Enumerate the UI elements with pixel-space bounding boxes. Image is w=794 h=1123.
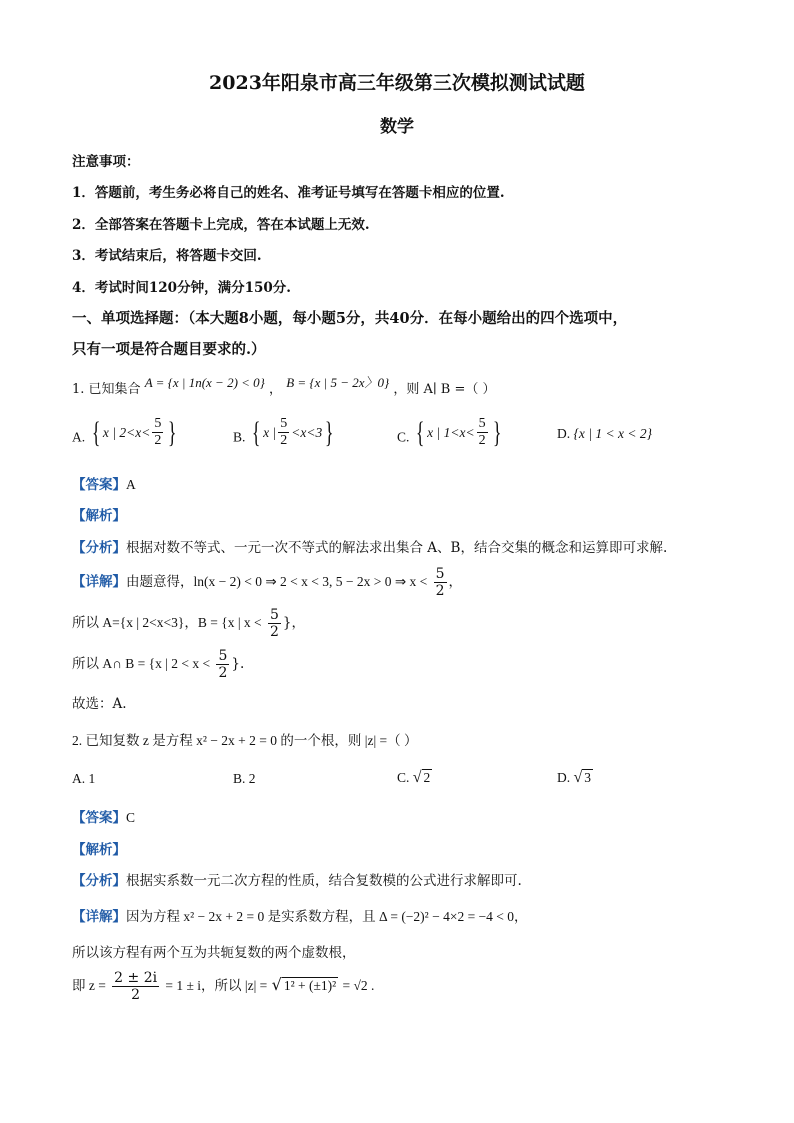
q1-stem: 1. 已知集合 A = {x | 1n(x − 2) < 0} ， B = {x | 5 − 2x〉0} ，则 A∣ B =（ ） (72, 375, 496, 397)
notice-item-1: 1．答题前，考生务必将自己的姓名、准考证号填写在答题卡相应的位置. (72, 185, 505, 201)
q2-step3-num: 2 ± 2i (114, 970, 158, 986)
q2-step1 (72, 905, 528, 925)
q1-step3-suffix: }. (231, 656, 245, 672)
q2-option-c-label: C. (397, 770, 410, 785)
q1-step1-num: 5 (435, 566, 445, 582)
section-heading-line2: 只有一项是符合题目要求的.） (72, 341, 266, 358)
subject-title: 数学 (380, 117, 414, 137)
q2-fenxi-text: 根据实系数一元二次方程的性质，结合复数模的公式进行求解即可. (126, 873, 522, 889)
q1-step3-den: 2 (218, 665, 228, 681)
q2-step3: 即 z = $\frac{2 \pm 2i}{2}$ = 1 ± i，所以 |z| = √ 1² + (±1)² = √2 . (72, 970, 375, 1003)
q1-option-a-label: A. (72, 429, 86, 445)
q2-option-d: D. √ 3 (557, 769, 592, 786)
q1-answer-value: A (126, 477, 136, 492)
q1-xiangjie-tag: 【详解】 (72, 574, 126, 590)
q1-step3 (72, 648, 244, 681)
q2-step3-radicand: 1² + (±1)² (283, 978, 337, 993)
q1-step1-den: 2 (435, 583, 445, 599)
q2-answer-tag: 【答案】 (72, 810, 126, 826)
q1-fenxi-tag: 【分析】 (72, 540, 126, 556)
notice-item-4: 4．考试时间120分钟，满分150分. (72, 280, 291, 296)
notice-item-3: 3．考试结束后，将答题卡交回. (72, 248, 262, 264)
q1-step2-suffix: }， (282, 615, 305, 631)
q2-fenxi (72, 869, 522, 889)
q2-step3-tail: = √2 . (342, 978, 375, 993)
q2-option-a: A. 1 (72, 771, 96, 786)
q1-set-b: B = {x | 5 − 2x〉0} (286, 375, 390, 390)
q1-option-a-num: 5 (154, 416, 162, 431)
q1-step2-prefix: 所以 A={x | 2<x<3}，B = {x | x < (72, 615, 262, 630)
q1-option-b-num: 5 (280, 416, 288, 431)
q1-fenxi-text: 根据对数不等式、一元一次不等式的解法求出集合 A、B，结合交集的概念和运算即可求解. (126, 540, 668, 556)
q1-option-a-den: 2 (154, 433, 162, 448)
q1-option-b-label: B. (233, 429, 246, 445)
q1-answer-tag: 【答案】 (72, 477, 126, 493)
q1-set-a: A = {x | 1n(x − 2) < 0} (144, 375, 265, 390)
q2-fenxi-tag: 【分析】 (72, 873, 126, 889)
q1-option-c-label: C. (397, 429, 410, 445)
q2-xiangjie-tag: 【详解】 (72, 909, 126, 925)
q1-step3-prefix: 所以 A∩ B = {x | 2 < x < (72, 656, 211, 671)
q1-prefix: 1. 已知集合 (72, 382, 141, 397)
q1-step1: 【详解】由题意得，ln(x − 2) < 0 ⇒ 2 < x < 3, 5 − 2x > 0 ⇒ x < $\frac{5}{2}$ ， (72, 566, 463, 599)
q1-option-b-tail: <x<3 (291, 424, 323, 440)
q1-option-b-den: 2 (280, 433, 288, 448)
q2-option-b: B. 2 (233, 771, 256, 786)
q1-step3-num: 5 (218, 648, 228, 664)
q2-step2: 所以该方程有两个互为共轭复数的两个虚数根， (72, 945, 356, 961)
q2-step3-prefix: 即 z = (72, 978, 106, 993)
q1-fenxi (72, 536, 667, 556)
q1-step2-den: 2 (269, 624, 279, 640)
q2-option-d-label: D. (557, 770, 571, 785)
q1-option-c-den: 2 (478, 433, 486, 448)
q1-option-b: B. { x | $\frac{5}{2}$ <x<3 } (233, 415, 334, 449)
q1-option-d-label: D. (557, 426, 571, 441)
exam-title: 2023年阳泉市高三年级第三次模拟测试试题 (209, 72, 585, 94)
q2-answer-value: C (126, 810, 136, 825)
q2-option-d-value: 3 (584, 770, 592, 785)
q2-option-c: C. √ 2 (397, 769, 431, 786)
q1-step1-text: 由题意得，ln(x − 2) < 0 ⇒ 2 < x < 3, 5 − 2x > 0 ⇒ x < (126, 574, 428, 589)
q1-option-d-text: {x | 1 < x < 2} (573, 426, 652, 441)
q2-step1-text: 因为方程 x² − 2x + 2 = 0 是实系数方程，且 Δ = (−2)² − 4×2 = −4 < 0， (126, 909, 528, 924)
q1-option-c-text: x | 1<x< (427, 424, 475, 440)
q1-option-b-text: x | (263, 424, 277, 440)
q1-option-c: C. { x | 1<x< $\frac{5}{2}$ } (397, 415, 502, 449)
q2-stem: 2. 已知复数 z 是方程 x² − 2x + 2 = 0 的一个根，则 |z| =（ ） (72, 733, 418, 748)
section-heading-line1: 一、单项选择题：（本大题8小题，每小题5分，共40分．在每小题给出的四个选项中， (72, 310, 628, 327)
q1-option-a: A. { x | 2<x< $\frac{5}{2}$ } (72, 415, 177, 449)
q1-option-a-text: x | 2<x< (102, 424, 151, 440)
notice-item-2: 2．全部答案在答题卡上完成，答在本试题上无效. (72, 217, 370, 233)
q1-option-c-num: 5 (478, 416, 486, 431)
q1-answer (72, 473, 136, 493)
q1-option-d (557, 426, 652, 442)
q1-analysis-tag: 【解析】 (72, 508, 126, 524)
notice-heading: 注意事项： (72, 154, 140, 170)
q2-analysis-tag: 【解析】 (72, 842, 126, 858)
q2-step3-den: 2 (131, 987, 141, 1003)
q2-step3-mid: = 1 ± i，所以 |z| = (165, 978, 268, 993)
q1-suffix: ，则 A∣ B =（ ） (393, 382, 496, 397)
q1-conclusion: 故选：A. (72, 696, 127, 712)
q1-step2 (72, 607, 305, 640)
q2-answer (72, 806, 135, 826)
q2-option-c-value: 2 (423, 770, 431, 785)
q1-step2-num: 5 (269, 607, 279, 623)
